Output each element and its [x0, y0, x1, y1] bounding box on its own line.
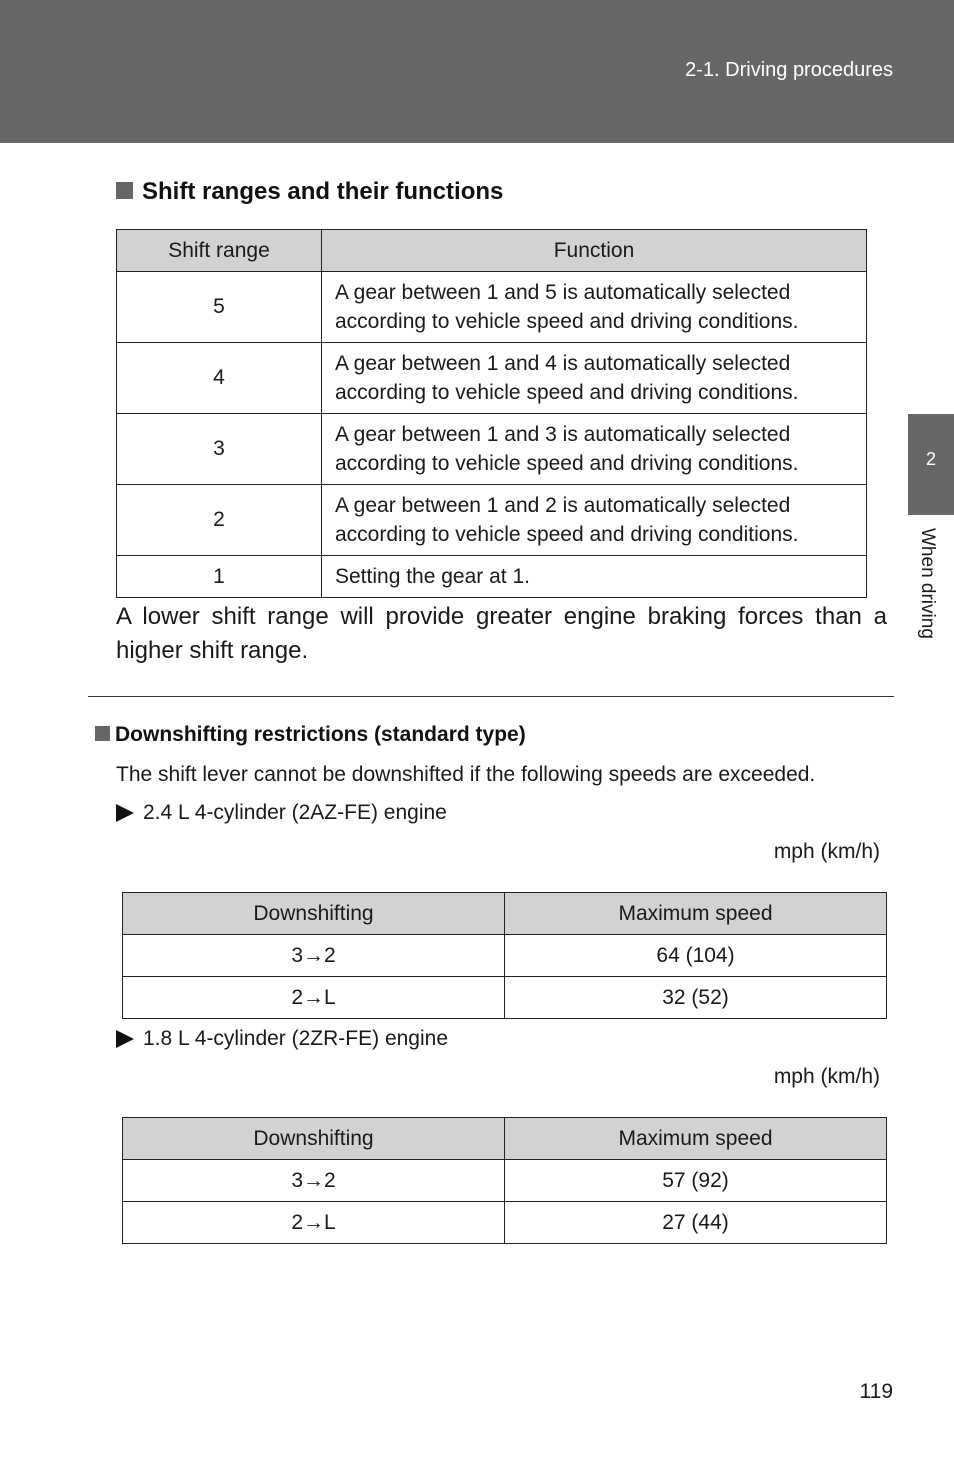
engine-name: 2.4 L 4-cylinder (2AZ-FE) engine: [143, 801, 447, 824]
table-row: [123, 1202, 887, 1244]
section-title-text: Shift ranges and their functions: [142, 178, 504, 205]
chapter-number: 2: [925, 449, 936, 469]
max-speed-cell: 64 (104): [505, 935, 887, 977]
shift-range-cell: 2: [117, 485, 322, 556]
shift-range-cell: 4: [117, 343, 322, 414]
shift-range-table: [116, 229, 867, 598]
table-row: [117, 485, 867, 556]
engine-heading: [116, 801, 447, 825]
function-cell: A gear between 1 and 5 is automatically selected according to vehicle speed and driving conditions.: [322, 272, 867, 343]
function-cell: A gear between 1 and 2 is automatically selected according to vehicle speed and driving conditions.: [322, 485, 867, 556]
section-divider: [88, 696, 894, 697]
table-row: [123, 935, 887, 977]
column-header: Downshifting: [123, 893, 505, 935]
max-speed-cell: 32 (52): [505, 977, 887, 1019]
downshift-cell: 2→L: [123, 977, 505, 1019]
table-header-row: [117, 230, 867, 272]
page-header: [0, 0, 954, 143]
table-row: [117, 272, 867, 343]
triangle-bullet-icon: [116, 804, 134, 822]
square-bullet-icon: [95, 726, 110, 741]
table-header-row: [123, 1118, 887, 1160]
downshift-cell: 2→L: [123, 1202, 505, 1244]
table-row: [117, 343, 867, 414]
section-title-shift-ranges: [116, 178, 503, 206]
function-cell: Setting the gear at 1.: [322, 556, 867, 598]
downshift-cell: 3→2: [123, 935, 505, 977]
table-row: [123, 1160, 887, 1202]
column-header: Shift range: [117, 230, 322, 272]
column-header: Downshifting: [123, 1118, 505, 1160]
downshift-speed-table-2zr: [122, 1117, 887, 1244]
column-header: Maximum speed: [505, 893, 887, 935]
function-cell: A gear between 1 and 3 is automatically selected according to vehicle speed and driving conditions.: [322, 414, 867, 485]
function-cell: A gear between 1 and 4 is automatically selected according to vehicle speed and driving conditions.: [322, 343, 867, 414]
breadcrumb: 2-1. Driving procedures: [685, 59, 893, 81]
shift-range-cell: 1: [117, 556, 322, 598]
table-row: [117, 556, 867, 598]
engine-braking-note: A lower shift range will provide greater engine braking forces than a higher shift range.: [116, 603, 887, 664]
chapter-tab[interactable]: [908, 414, 954, 515]
shift-range-cell: 3: [117, 414, 322, 485]
downshift-cell: 3→2: [123, 1160, 505, 1202]
engine-heading: [116, 1027, 448, 1051]
table-header-row: [123, 893, 887, 935]
column-header: Function: [322, 230, 867, 272]
downshift-intro: The shift lever cannot be downshifted if the following speeds are exceeded.: [116, 763, 816, 786]
column-header: Maximum speed: [505, 1118, 887, 1160]
table-row: [117, 414, 867, 485]
table-row: [123, 977, 887, 1019]
triangle-bullet-icon: [116, 1030, 134, 1048]
section-title-text: Downshifting restrictions (standard type): [115, 723, 526, 746]
engine-name: 1.8 L 4-cylinder (2ZR-FE) engine: [143, 1027, 449, 1050]
max-speed-cell: 27 (44): [505, 1202, 887, 1244]
speed-unit: mph (km/h): [773, 840, 880, 863]
speed-unit: mph (km/h): [773, 1065, 880, 1088]
max-speed-cell: 57 (92): [505, 1160, 887, 1202]
chapter-label: When driving: [917, 528, 938, 639]
square-bullet-icon: [116, 182, 133, 199]
page-number: 119: [859, 1380, 893, 1403]
shift-range-cell: 5: [117, 272, 322, 343]
section-title-downshifting: [95, 723, 526, 747]
downshift-speed-table-2az: [122, 892, 887, 1019]
